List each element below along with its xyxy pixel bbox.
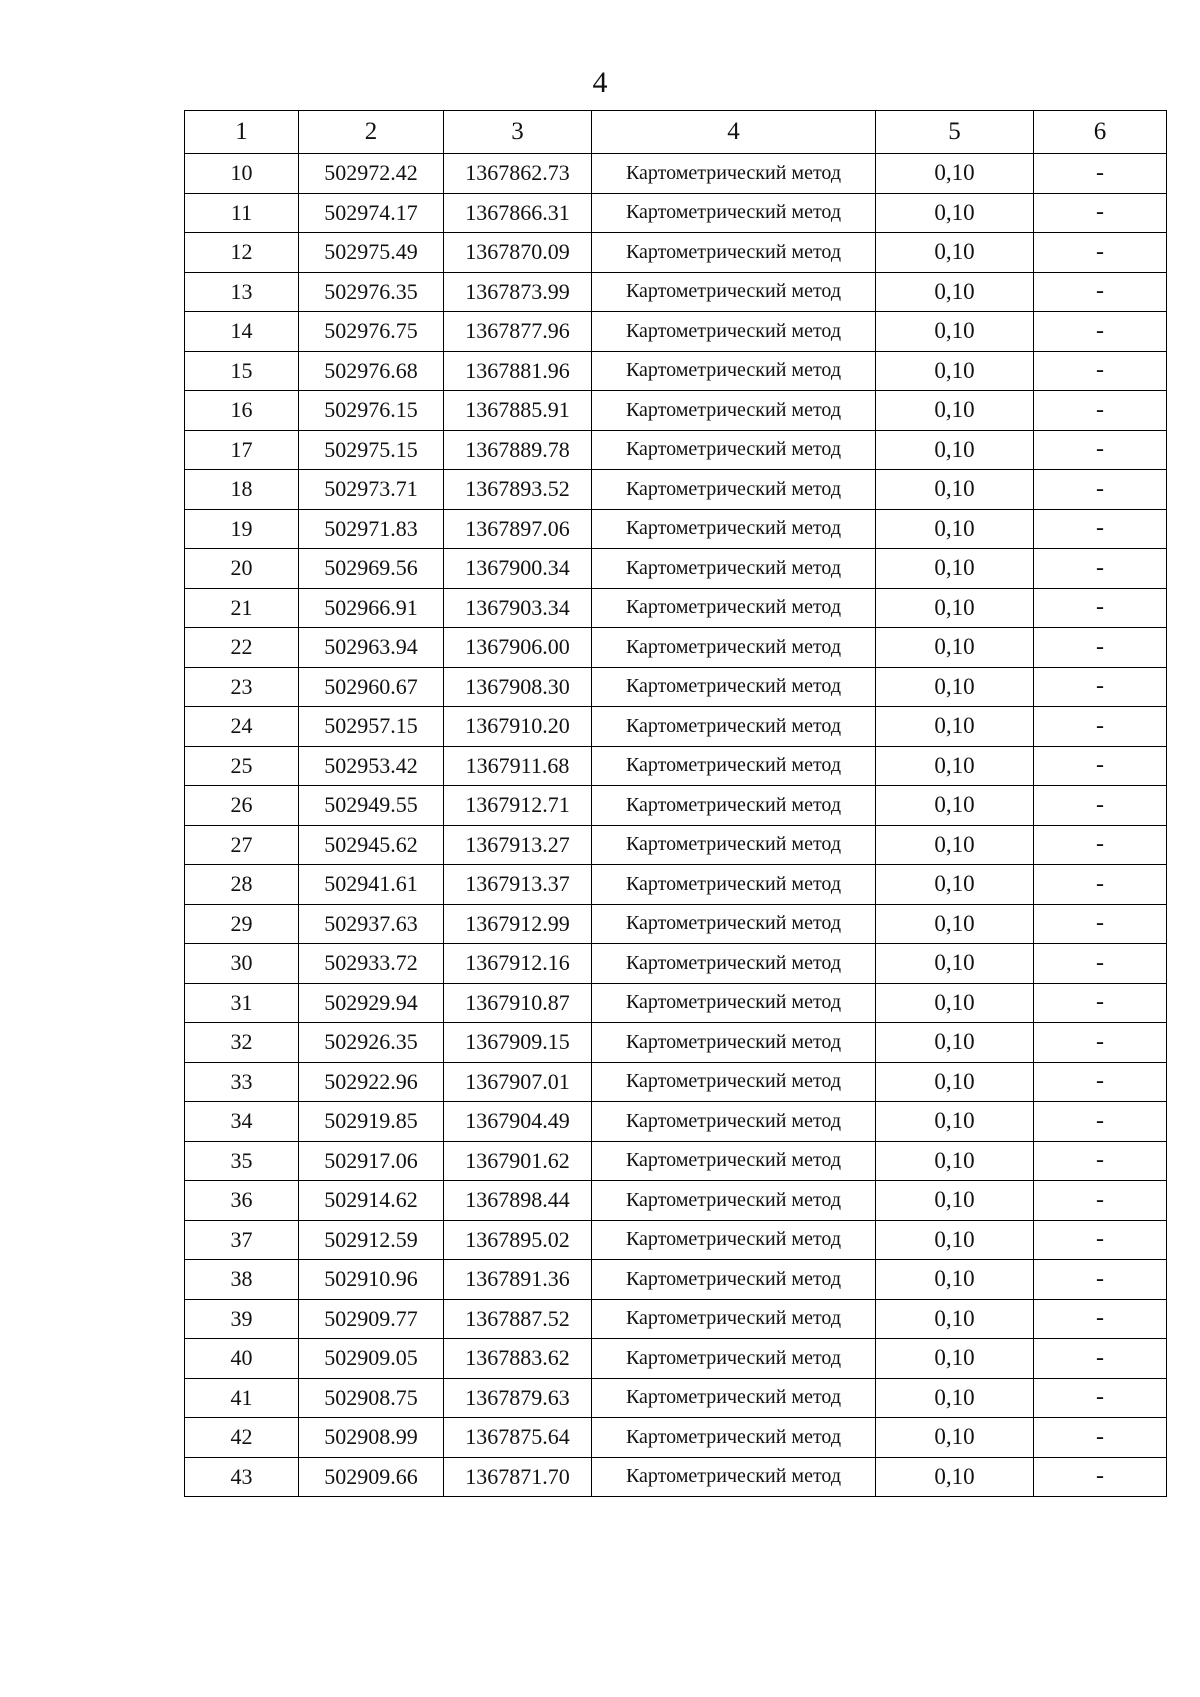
method-cell: Картометрический метод bbox=[592, 549, 876, 589]
note-cell: - bbox=[1034, 707, 1167, 747]
y-coordinate-cell: 1367895.02 bbox=[444, 1220, 592, 1260]
method-cell: Картометрический метод bbox=[592, 746, 876, 786]
method-cell: Картометрический метод bbox=[592, 667, 876, 707]
point-number-cell: 19 bbox=[185, 509, 299, 549]
point-number-cell: 12 bbox=[185, 233, 299, 273]
x-coordinate-cell: 502973.71 bbox=[299, 470, 444, 510]
y-coordinate-cell: 1367912.99 bbox=[444, 904, 592, 944]
x-coordinate-cell: 502914.62 bbox=[299, 1181, 444, 1221]
x-coordinate-cell: 502966.91 bbox=[299, 588, 444, 628]
x-coordinate-cell: 502971.83 bbox=[299, 509, 444, 549]
table-row bbox=[185, 746, 1167, 786]
method-cell: Картометрический метод bbox=[592, 312, 876, 352]
method-cell: Картометрический метод bbox=[592, 628, 876, 668]
accuracy-cell: 0,10 bbox=[876, 944, 1034, 984]
note-cell: - bbox=[1034, 154, 1167, 194]
x-coordinate-cell: 502976.75 bbox=[299, 312, 444, 352]
table-row bbox=[185, 509, 1167, 549]
point-number-cell: 21 bbox=[185, 588, 299, 628]
note-cell: - bbox=[1034, 588, 1167, 628]
note-cell: - bbox=[1034, 549, 1167, 589]
accuracy-cell: 0,10 bbox=[876, 667, 1034, 707]
x-coordinate-cell: 502976.68 bbox=[299, 351, 444, 391]
x-coordinate-cell: 502909.66 bbox=[299, 1457, 444, 1497]
point-number-cell: 16 bbox=[185, 391, 299, 431]
note-cell: - bbox=[1034, 351, 1167, 391]
x-coordinate-cell: 502957.15 bbox=[299, 707, 444, 747]
accuracy-cell: 0,10 bbox=[876, 786, 1034, 826]
x-coordinate-cell: 502969.56 bbox=[299, 549, 444, 589]
table-row bbox=[185, 1299, 1167, 1339]
note-cell: - bbox=[1034, 233, 1167, 273]
x-coordinate-cell: 502972.42 bbox=[299, 154, 444, 194]
accuracy-cell: 0,10 bbox=[876, 154, 1034, 194]
y-coordinate-cell: 1367906.00 bbox=[444, 628, 592, 668]
method-cell: Картометрический метод bbox=[592, 588, 876, 628]
accuracy-cell: 0,10 bbox=[876, 1457, 1034, 1497]
column-header-1: 1 bbox=[185, 111, 299, 154]
column-header-4: 4 bbox=[592, 111, 876, 154]
point-number-cell: 30 bbox=[185, 944, 299, 984]
note-cell: - bbox=[1034, 1260, 1167, 1300]
x-coordinate-cell: 502909.05 bbox=[299, 1339, 444, 1379]
accuracy-cell: 0,10 bbox=[876, 549, 1034, 589]
point-number-cell: 36 bbox=[185, 1181, 299, 1221]
table-row bbox=[185, 865, 1167, 905]
table-row bbox=[185, 667, 1167, 707]
point-number-cell: 28 bbox=[185, 865, 299, 905]
method-cell: Картометрический метод bbox=[592, 391, 876, 431]
method-cell: Картометрический метод bbox=[592, 430, 876, 470]
method-cell: Картометрический метод bbox=[592, 1141, 876, 1181]
accuracy-cell: 0,10 bbox=[876, 1378, 1034, 1418]
y-coordinate-cell: 1367875.64 bbox=[444, 1418, 592, 1458]
method-cell: Картометрический метод bbox=[592, 825, 876, 865]
note-cell: - bbox=[1034, 825, 1167, 865]
note-cell: - bbox=[1034, 983, 1167, 1023]
accuracy-cell: 0,10 bbox=[876, 983, 1034, 1023]
accuracy-cell: 0,10 bbox=[876, 1220, 1034, 1260]
note-cell: - bbox=[1034, 272, 1167, 312]
method-cell: Картометрический метод bbox=[592, 865, 876, 905]
note-cell: - bbox=[1034, 391, 1167, 431]
method-cell: Картометрический метод bbox=[592, 470, 876, 510]
method-cell: Картометрический метод bbox=[592, 904, 876, 944]
point-number-cell: 25 bbox=[185, 746, 299, 786]
table-row bbox=[185, 470, 1167, 510]
note-cell: - bbox=[1034, 509, 1167, 549]
y-coordinate-cell: 1367897.06 bbox=[444, 509, 592, 549]
y-coordinate-cell: 1367910.87 bbox=[444, 983, 592, 1023]
method-cell: Картометрический метод bbox=[592, 707, 876, 747]
method-cell: Картометрический метод bbox=[592, 1220, 876, 1260]
y-coordinate-cell: 1367891.36 bbox=[444, 1260, 592, 1300]
table-row bbox=[185, 904, 1167, 944]
accuracy-cell: 0,10 bbox=[876, 1260, 1034, 1300]
note-cell: - bbox=[1034, 1339, 1167, 1379]
y-coordinate-cell: 1367883.62 bbox=[444, 1339, 592, 1379]
method-cell: Картометрический метод bbox=[592, 944, 876, 984]
x-coordinate-cell: 502917.06 bbox=[299, 1141, 444, 1181]
point-number-cell: 18 bbox=[185, 470, 299, 510]
y-coordinate-cell: 1367862.73 bbox=[444, 154, 592, 194]
note-cell: - bbox=[1034, 865, 1167, 905]
accuracy-cell: 0,10 bbox=[876, 628, 1034, 668]
table-row bbox=[185, 628, 1167, 668]
table-row bbox=[185, 391, 1167, 431]
method-cell: Картометрический метод bbox=[592, 1299, 876, 1339]
accuracy-cell: 0,10 bbox=[876, 1102, 1034, 1142]
point-number-cell: 20 bbox=[185, 549, 299, 589]
note-cell: - bbox=[1034, 193, 1167, 233]
y-coordinate-cell: 1367910.20 bbox=[444, 707, 592, 747]
point-number-cell: 31 bbox=[185, 983, 299, 1023]
y-coordinate-cell: 1367873.99 bbox=[444, 272, 592, 312]
y-coordinate-cell: 1367912.71 bbox=[444, 786, 592, 826]
point-number-cell: 11 bbox=[185, 193, 299, 233]
y-coordinate-cell: 1367871.70 bbox=[444, 1457, 592, 1497]
note-cell: - bbox=[1034, 1102, 1167, 1142]
point-number-cell: 24 bbox=[185, 707, 299, 747]
table-row bbox=[185, 1378, 1167, 1418]
point-number-cell: 22 bbox=[185, 628, 299, 668]
table-row bbox=[185, 825, 1167, 865]
table-row bbox=[185, 1181, 1167, 1221]
method-cell: Картометрический метод bbox=[592, 272, 876, 312]
method-cell: Картометрический метод bbox=[592, 1062, 876, 1102]
method-cell: Картометрический метод bbox=[592, 351, 876, 391]
accuracy-cell: 0,10 bbox=[876, 588, 1034, 628]
table-row bbox=[185, 1062, 1167, 1102]
note-cell: - bbox=[1034, 470, 1167, 510]
x-coordinate-cell: 502960.67 bbox=[299, 667, 444, 707]
accuracy-cell: 0,10 bbox=[876, 193, 1034, 233]
y-coordinate-cell: 1367909.15 bbox=[444, 1023, 592, 1063]
method-cell: Картометрический метод bbox=[592, 1023, 876, 1063]
method-cell: Картометрический метод bbox=[592, 1418, 876, 1458]
point-number-cell: 13 bbox=[185, 272, 299, 312]
point-number-cell: 33 bbox=[185, 1062, 299, 1102]
note-cell: - bbox=[1034, 430, 1167, 470]
method-cell: Картометрический метод bbox=[592, 1339, 876, 1379]
accuracy-cell: 0,10 bbox=[876, 312, 1034, 352]
table-row bbox=[185, 1220, 1167, 1260]
note-cell: - bbox=[1034, 1062, 1167, 1102]
method-cell: Картометрический метод bbox=[592, 1457, 876, 1497]
point-number-cell: 43 bbox=[185, 1457, 299, 1497]
table-row bbox=[185, 1339, 1167, 1379]
y-coordinate-cell: 1367870.09 bbox=[444, 233, 592, 273]
note-cell: - bbox=[1034, 1378, 1167, 1418]
x-coordinate-cell: 502933.72 bbox=[299, 944, 444, 984]
point-number-cell: 38 bbox=[185, 1260, 299, 1300]
note-cell: - bbox=[1034, 904, 1167, 944]
x-coordinate-cell: 502912.59 bbox=[299, 1220, 444, 1260]
note-cell: - bbox=[1034, 1299, 1167, 1339]
x-coordinate-cell: 502949.55 bbox=[299, 786, 444, 826]
y-coordinate-cell: 1367911.68 bbox=[444, 746, 592, 786]
table-row bbox=[185, 944, 1167, 984]
method-cell: Картометрический метод bbox=[592, 233, 876, 273]
accuracy-cell: 0,10 bbox=[876, 1418, 1034, 1458]
accuracy-cell: 0,10 bbox=[876, 707, 1034, 747]
page-number: 4 bbox=[592, 66, 608, 99]
accuracy-cell: 0,10 bbox=[876, 391, 1034, 431]
y-coordinate-cell: 1367887.52 bbox=[444, 1299, 592, 1339]
y-coordinate-cell: 1367866.31 bbox=[444, 193, 592, 233]
column-header-2: 2 bbox=[299, 111, 444, 154]
method-cell: Картометрический метод bbox=[592, 1260, 876, 1300]
table-row bbox=[185, 1141, 1167, 1181]
method-cell: Картометрический метод bbox=[592, 509, 876, 549]
table-row bbox=[185, 193, 1167, 233]
accuracy-cell: 0,10 bbox=[876, 1023, 1034, 1063]
column-header-5: 5 bbox=[876, 111, 1034, 154]
accuracy-cell: 0,10 bbox=[876, 865, 1034, 905]
accuracy-cell: 0,10 bbox=[876, 825, 1034, 865]
point-number-cell: 41 bbox=[185, 1378, 299, 1418]
y-coordinate-cell: 1367913.27 bbox=[444, 825, 592, 865]
y-coordinate-cell: 1367901.62 bbox=[444, 1141, 592, 1181]
point-number-cell: 14 bbox=[185, 312, 299, 352]
table-row bbox=[185, 154, 1167, 194]
y-coordinate-cell: 1367907.01 bbox=[444, 1062, 592, 1102]
point-number-cell: 39 bbox=[185, 1299, 299, 1339]
y-coordinate-cell: 1367903.34 bbox=[444, 588, 592, 628]
note-cell: - bbox=[1034, 786, 1167, 826]
point-number-cell: 23 bbox=[185, 667, 299, 707]
x-coordinate-cell: 502953.42 bbox=[299, 746, 444, 786]
note-cell: - bbox=[1034, 1418, 1167, 1458]
method-cell: Картометрический метод bbox=[592, 154, 876, 194]
method-cell: Картометрический метод bbox=[592, 786, 876, 826]
x-coordinate-cell: 502926.35 bbox=[299, 1023, 444, 1063]
table-row bbox=[185, 1023, 1167, 1063]
method-cell: Картометрический метод bbox=[592, 983, 876, 1023]
x-coordinate-cell: 502908.75 bbox=[299, 1378, 444, 1418]
accuracy-cell: 0,10 bbox=[876, 1299, 1034, 1339]
accuracy-cell: 0,10 bbox=[876, 1141, 1034, 1181]
x-coordinate-cell: 502922.96 bbox=[299, 1062, 444, 1102]
y-coordinate-cell: 1367885.91 bbox=[444, 391, 592, 431]
accuracy-cell: 0,10 bbox=[876, 746, 1034, 786]
y-coordinate-cell: 1367881.96 bbox=[444, 351, 592, 391]
accuracy-cell: 0,10 bbox=[876, 509, 1034, 549]
y-coordinate-cell: 1367879.63 bbox=[444, 1378, 592, 1418]
method-cell: Картометрический метод bbox=[592, 1181, 876, 1221]
accuracy-cell: 0,10 bbox=[876, 272, 1034, 312]
point-number-cell: 10 bbox=[185, 154, 299, 194]
y-coordinate-cell: 1367893.52 bbox=[444, 470, 592, 510]
point-number-cell: 27 bbox=[185, 825, 299, 865]
column-header-6: 6 bbox=[1034, 111, 1167, 154]
x-coordinate-cell: 502976.15 bbox=[299, 391, 444, 431]
header-row bbox=[185, 111, 1167, 154]
note-cell: - bbox=[1034, 944, 1167, 984]
note-cell: - bbox=[1034, 1141, 1167, 1181]
point-number-cell: 15 bbox=[185, 351, 299, 391]
x-coordinate-cell: 502963.94 bbox=[299, 628, 444, 668]
method-cell: Картометрический метод bbox=[592, 1378, 876, 1418]
note-cell: - bbox=[1034, 1181, 1167, 1221]
note-cell: - bbox=[1034, 1457, 1167, 1497]
table-row bbox=[185, 233, 1167, 273]
x-coordinate-cell: 502941.61 bbox=[299, 865, 444, 905]
accuracy-cell: 0,10 bbox=[876, 1062, 1034, 1102]
x-coordinate-cell: 502945.62 bbox=[299, 825, 444, 865]
table-row bbox=[185, 707, 1167, 747]
table-row bbox=[185, 430, 1167, 470]
table-row bbox=[185, 1457, 1167, 1497]
y-coordinate-cell: 1367913.37 bbox=[444, 865, 592, 905]
y-coordinate-cell: 1367898.44 bbox=[444, 1181, 592, 1221]
point-number-cell: 34 bbox=[185, 1102, 299, 1142]
table-row bbox=[185, 588, 1167, 628]
point-number-cell: 17 bbox=[185, 430, 299, 470]
accuracy-cell: 0,10 bbox=[876, 470, 1034, 510]
accuracy-cell: 0,10 bbox=[876, 1339, 1034, 1379]
method-cell: Картометрический метод bbox=[592, 1102, 876, 1142]
x-coordinate-cell: 502929.94 bbox=[299, 983, 444, 1023]
note-cell: - bbox=[1034, 746, 1167, 786]
table-row bbox=[185, 1418, 1167, 1458]
coordinates-table bbox=[184, 110, 1167, 1497]
y-coordinate-cell: 1367900.34 bbox=[444, 549, 592, 589]
x-coordinate-cell: 502909.77 bbox=[299, 1299, 444, 1339]
table-row bbox=[185, 549, 1167, 589]
y-coordinate-cell: 1367889.78 bbox=[444, 430, 592, 470]
accuracy-cell: 0,10 bbox=[876, 904, 1034, 944]
accuracy-cell: 0,10 bbox=[876, 233, 1034, 273]
note-cell: - bbox=[1034, 628, 1167, 668]
x-coordinate-cell: 502910.96 bbox=[299, 1260, 444, 1300]
table-row bbox=[185, 1102, 1167, 1142]
note-cell: - bbox=[1034, 312, 1167, 352]
point-number-cell: 35 bbox=[185, 1141, 299, 1181]
x-coordinate-cell: 502975.49 bbox=[299, 233, 444, 273]
table-row bbox=[185, 312, 1167, 352]
table-header bbox=[185, 111, 1167, 154]
table-row bbox=[185, 1260, 1167, 1300]
column-header-3: 3 bbox=[444, 111, 592, 154]
x-coordinate-cell: 502976.35 bbox=[299, 272, 444, 312]
accuracy-cell: 0,10 bbox=[876, 1181, 1034, 1221]
table-row bbox=[185, 272, 1167, 312]
note-cell: - bbox=[1034, 1023, 1167, 1063]
table-body bbox=[185, 154, 1167, 1497]
y-coordinate-cell: 1367908.30 bbox=[444, 667, 592, 707]
accuracy-cell: 0,10 bbox=[876, 351, 1034, 391]
point-number-cell: 40 bbox=[185, 1339, 299, 1379]
y-coordinate-cell: 1367877.96 bbox=[444, 312, 592, 352]
x-coordinate-cell: 502919.85 bbox=[299, 1102, 444, 1142]
point-number-cell: 42 bbox=[185, 1418, 299, 1458]
y-coordinate-cell: 1367904.49 bbox=[444, 1102, 592, 1142]
accuracy-cell: 0,10 bbox=[876, 430, 1034, 470]
method-cell: Картометрический метод bbox=[592, 193, 876, 233]
y-coordinate-cell: 1367912.16 bbox=[444, 944, 592, 984]
x-coordinate-cell: 502974.17 bbox=[299, 193, 444, 233]
x-coordinate-cell: 502937.63 bbox=[299, 904, 444, 944]
point-number-cell: 29 bbox=[185, 904, 299, 944]
point-number-cell: 32 bbox=[185, 1023, 299, 1063]
table-row bbox=[185, 351, 1167, 391]
note-cell: - bbox=[1034, 1220, 1167, 1260]
table-row bbox=[185, 786, 1167, 826]
x-coordinate-cell: 502975.15 bbox=[299, 430, 444, 470]
x-coordinate-cell: 502908.99 bbox=[299, 1418, 444, 1458]
point-number-cell: 26 bbox=[185, 786, 299, 826]
point-number-cell: 37 bbox=[185, 1220, 299, 1260]
note-cell: - bbox=[1034, 667, 1167, 707]
table-row bbox=[185, 983, 1167, 1023]
